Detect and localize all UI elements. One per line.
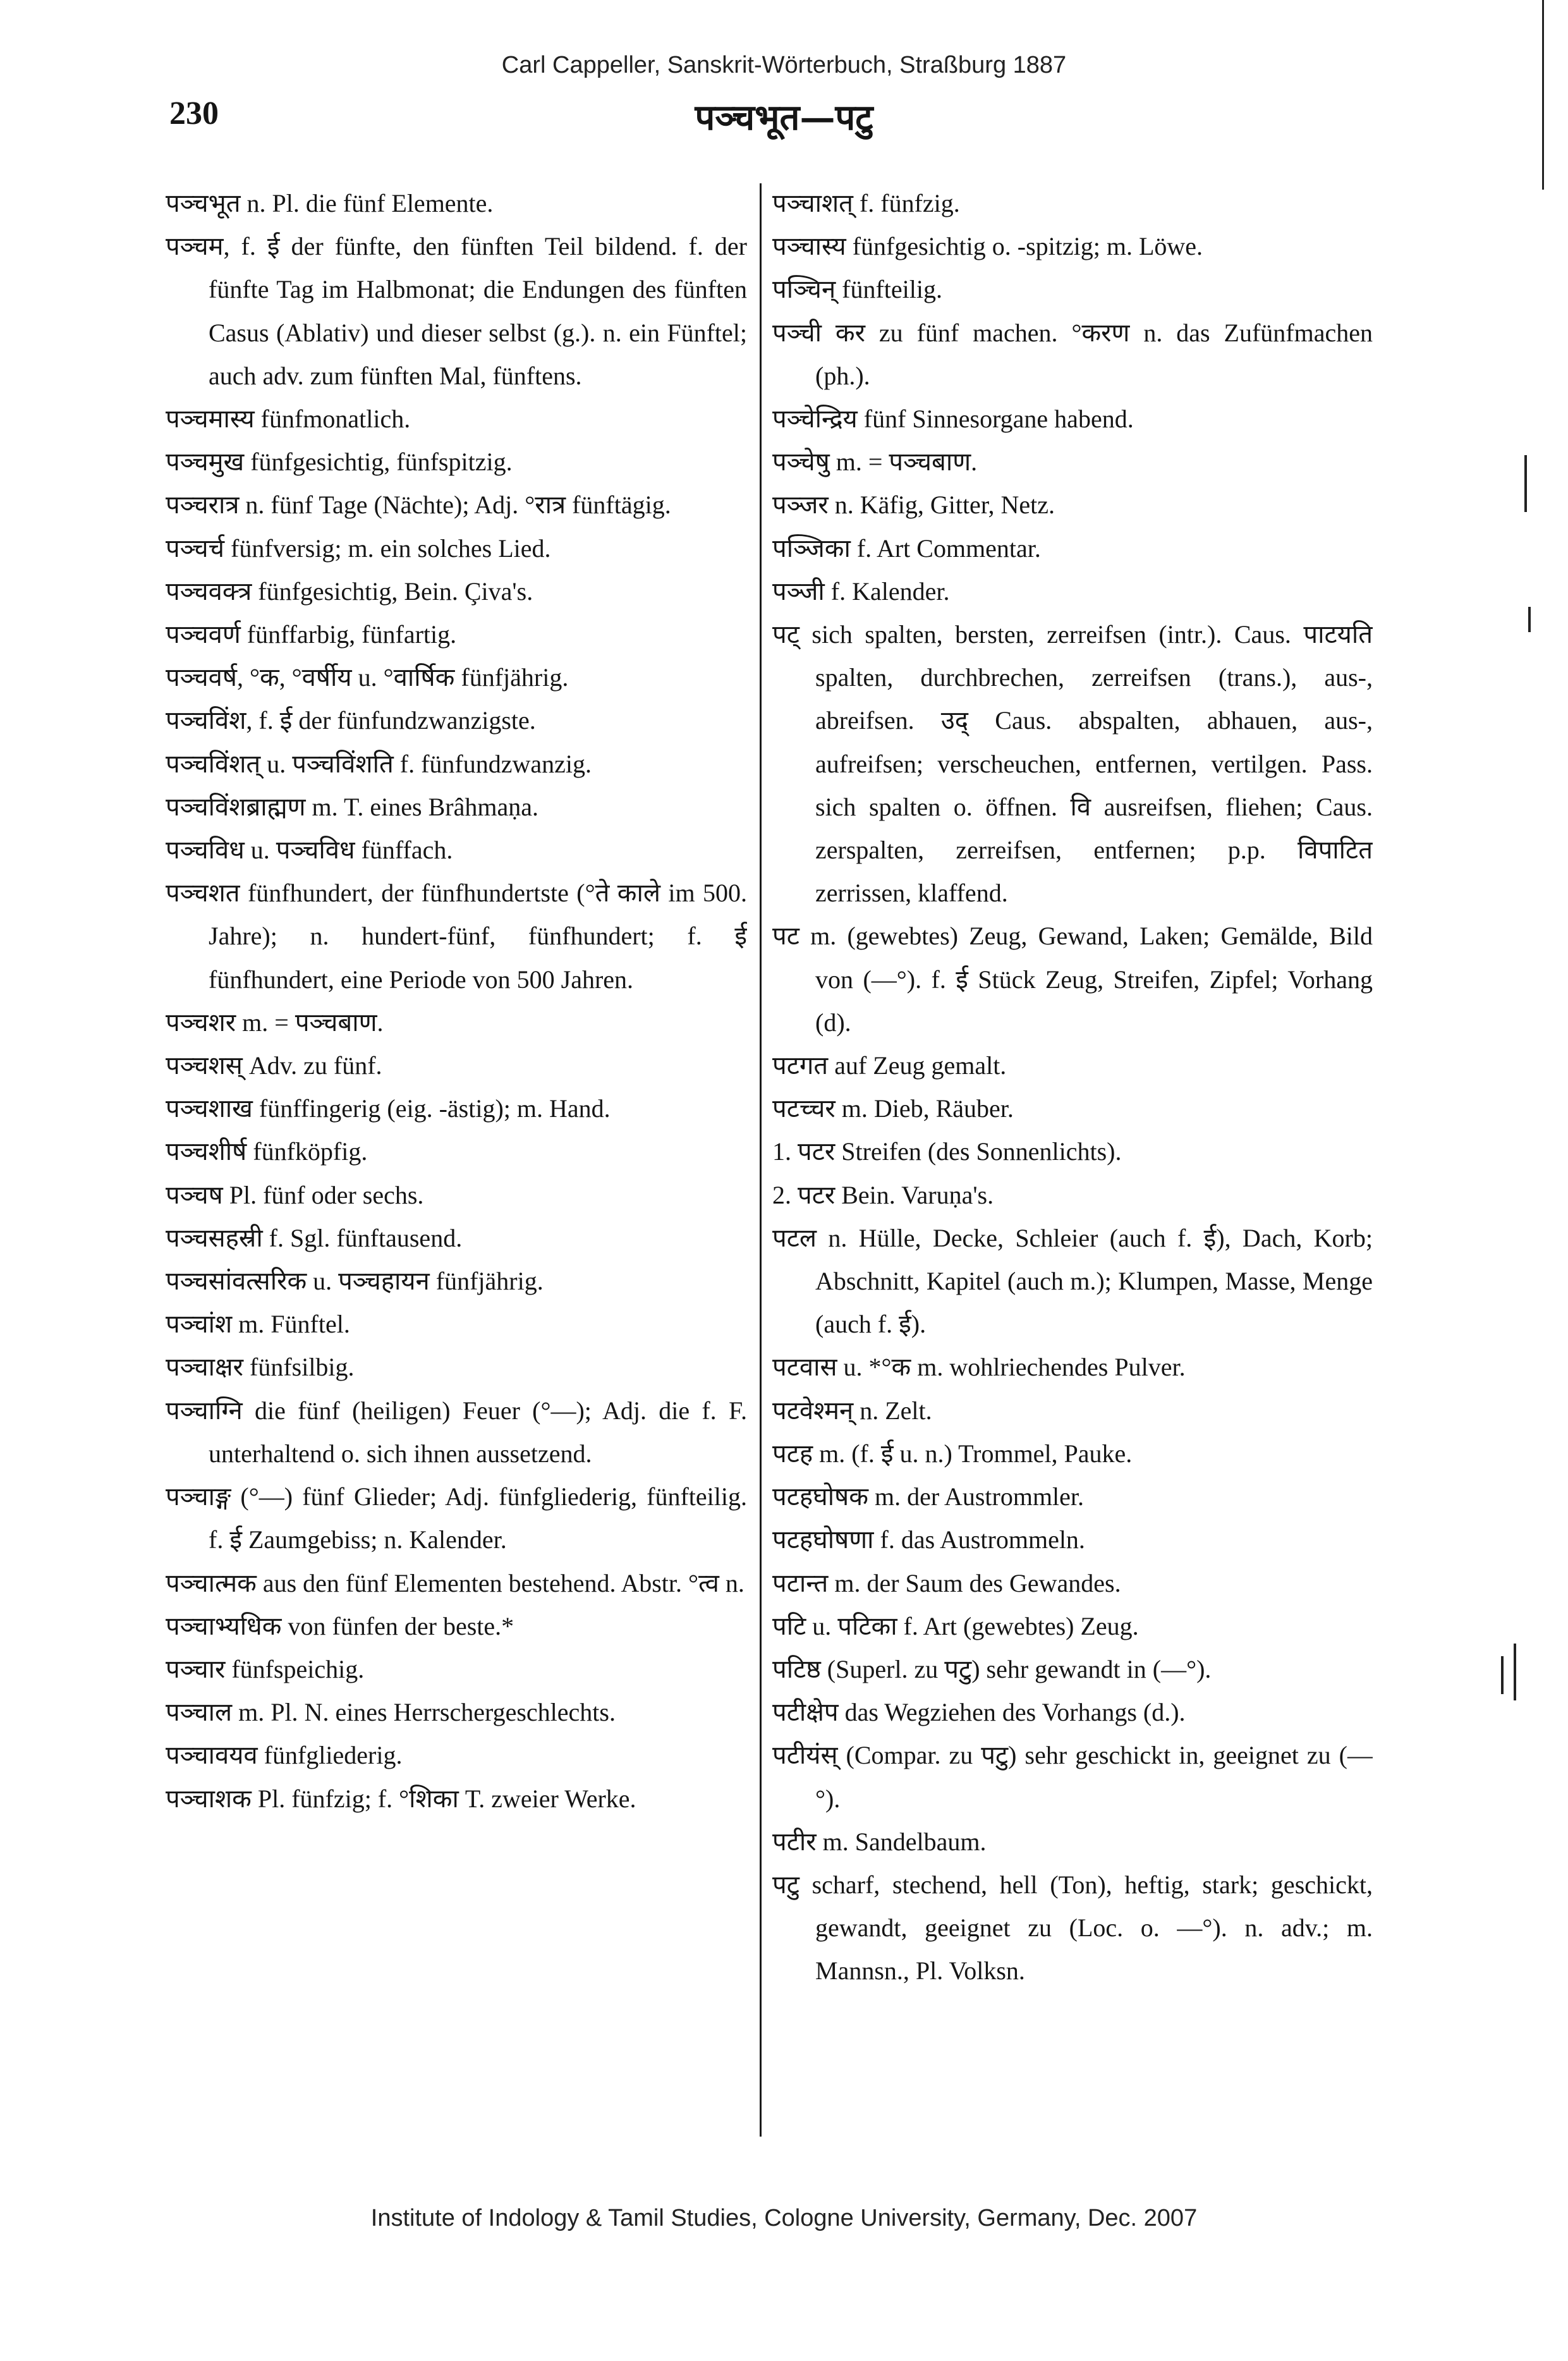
dictionary-entry: पट् sich spalten, bersten, zerreifsen (intr.). Caus. पाटयति spalten, durchbrechen, zerreifsen (trans.), aus-, abreifsen. उद् Caus. abspalten, abhauen, aus-, aufreifsen; verscheuchen, entfernen, vertilgen. Pass. sich spalten o. öffnen. वि ausreifsen, fliehen; Caus. zerspalten, zerreifsen, entfernen; p.p. विपाटित zerrissen, klaffend. xyxy=(772,620,1373,908)
dictionary-entry: पटीक्षेप das Wegziehen des Vorhangs (d.). xyxy=(772,1698,1186,1727)
dictionary-entry: पञ्चवक्त्र fünfgesichtig, Bein. Çiva's. xyxy=(166,577,533,606)
dictionary-entry: पञ्चशत fünfhundert, der fünfhundertste (°ते काले im 500. Jahre); n. hundert-fünf, fünfhundert; f. ई fünfhundert, eine Periode von 500 Jahren. xyxy=(166,879,747,994)
dictionary-entry: पञ्चष Pl. fünf oder sechs. xyxy=(166,1180,424,1209)
dictionary-entry: पञ्चार fünfspeichig. xyxy=(166,1654,365,1683)
dictionary-entry: 2. पटर Bein. Varuṇa's. xyxy=(772,1180,994,1209)
dictionary-entry: पञ्चाशक Pl. fünfzig; f. °शिका T. zweier Werke. xyxy=(166,1784,636,1813)
running-head: पञ्चभूत—पटु xyxy=(695,97,873,138)
dictionary-entry: पञ्चाक्षर fünfsilbig. xyxy=(166,1353,355,1382)
dictionary-entry: पञ्चसांवत्सरिक u. पञ्चहायन fünfjährig. xyxy=(166,1267,544,1296)
dictionary-entry: पञ्चशर m. = पञ्चबाण. xyxy=(166,1008,384,1037)
dictionary-entry: पटवास u. *°क m. wohlriechendes Pulver. xyxy=(772,1353,1186,1382)
left-column xyxy=(166,182,747,2135)
dictionary-entry: पञ्चभूत n. Pl. die fünf Elemente. xyxy=(166,189,494,217)
dictionary-entry: पटीयंस् (Compar. zu पटु) sehr geschickt in, geeignet zu (—°). xyxy=(772,1741,1373,1813)
dictionary-entry: पञ्चविंशत् u. पञ्चविंशति f. fünfundzwanzig. xyxy=(166,749,592,778)
dictionary-entry: पञ्चसहस्री f. Sgl. fünftausend. xyxy=(166,1223,463,1252)
dictionary-entry: पञ्ची कर zu fünf machen. °करण n. das Zufünfmachen (ph.). xyxy=(772,318,1373,390)
dictionary-entry: पटवेश्मन् n. Zelt. xyxy=(772,1396,932,1425)
dictionary-entry: पञ्चवर्ण fünffarbig, fünfartig. xyxy=(166,620,457,649)
dictionary-entry: पञ्चशाख fünffingerig (eig. -ästig); m. Hand. xyxy=(166,1094,611,1123)
scan-edge-mark xyxy=(1501,1656,1504,1694)
page-number: 230 xyxy=(169,95,219,131)
dictionary-entry: पटि u. पटिका f. Art (gewebtes) Zeug. xyxy=(772,1611,1139,1640)
scan-edge-line xyxy=(1542,0,1544,190)
source-attribution: Carl Cappeller, Sanskrit-Wörterbuch, Straßburg 1887 xyxy=(501,52,1067,78)
dictionary-entry: पटान्त m. der Saum des Gewandes. xyxy=(772,1568,1121,1597)
dictionary-entry: पञ्चात्मक aus den fünf Elementen bestehend. Abstr. °त्व n. xyxy=(166,1568,744,1597)
dictionary-entry: पञ्चेन्द्रिय fünf Sinnesorgane habend. xyxy=(772,405,1134,434)
dictionary-entry: पटीर m. Sandelbaum. xyxy=(772,1827,987,1856)
dictionary-entry: पञ्चाल m. Pl. N. eines Herrschergeschlechts. xyxy=(166,1698,616,1727)
dictionary-entry: पञ्चाभ्यधिक von fünfen der beste.* xyxy=(166,1611,514,1640)
dictionary-entry: पञ्जिका f. Art Commentar. xyxy=(772,534,1041,563)
dictionary-entry: पञ्चर्च fünfversig; m. ein solches Lied. xyxy=(166,534,551,563)
dictionary-entry: पञ्चाग्नि die fünf (heiligen) Feuer (°—); Adj. die f. F. unterhaltend o. sich ihnen aussetzend. xyxy=(166,1396,747,1468)
dictionary-entry: पञ्चाशत् f. fünfzig. xyxy=(772,189,960,217)
dictionary-entry: पञ्जी f. Kalender. xyxy=(772,577,950,606)
scan-edge-mark xyxy=(1528,607,1531,632)
dictionary-entry: पटच्चर m. Dieb, Räuber. xyxy=(772,1094,1014,1123)
dictionary-entry: पञ्चविंश, f. ई der fünfundzwanzigste. xyxy=(166,706,536,735)
dictionary-entry: पञ्चशस् Adv. zu fünf. xyxy=(166,1051,382,1080)
dictionary-entry: पञ्चमुख fünfgesichtig, fünfspitzig. xyxy=(166,448,513,477)
dictionary-entry: पञ्जर n. Käfig, Gitter, Netz. xyxy=(772,491,1055,520)
dictionary-entry: पञ्चेषु m. = पञ्चबाण. xyxy=(772,448,978,477)
footer-attribution: Institute of Indology & Tamil Studies, Cologne University, Germany, Dec. 2007 xyxy=(370,2205,1198,2231)
dictionary-entry: पटगत auf Zeug gemalt. xyxy=(772,1051,1007,1080)
column-divider xyxy=(760,183,762,2137)
dictionary-entry: पञ्चिन् fünfteilig. xyxy=(772,275,943,304)
dictionary-entry: पटहघोषक m. der Austrommler. xyxy=(772,1482,1085,1511)
right-column xyxy=(772,182,1373,2135)
dictionary-entry: पञ्चविंशब्राह्मण m. T. eines Brâhmaṇa. xyxy=(166,792,538,821)
scan-edge-mark xyxy=(1524,455,1527,512)
dictionary-entry: पटिष्ठ (Superl. zu पटु) sehr gewandt in (—°). xyxy=(772,1654,1212,1683)
dictionary-entry: 1. पटर Streifen (des Sonnenlichts). xyxy=(772,1137,1122,1166)
dictionary-entry: पञ्चवर्ष, °क, °वर्षीय u. °वार्षिक fünfjährig. xyxy=(166,663,569,692)
dictionary-entry: पटह m. (f. ई u. n.) Trommel, Pauke. xyxy=(772,1439,1133,1468)
dictionary-entry: पट m. (gewebtes) Zeug, Gewand, Laken; Gemälde, Bild von (—°). f. ई Stück Zeug, Streifen, Zipfel; Vorhang (d). xyxy=(772,922,1373,1037)
dictionary-entry: पञ्चरात्र n. fünf Tage (Nächte); Adj. °रात्र fünftägig. xyxy=(166,491,671,520)
dictionary-entry: पञ्चास्य fünfgesichtig o. -spitzig; m. Löwe. xyxy=(772,232,1203,261)
dictionary-entry: पटल n. Hülle, Decke, Schleier (auch f. ई), Dach, Korb; Abschnitt, Kapitel (auch m.); Klumpen, Masse, Menge (auch f. ई). xyxy=(772,1223,1373,1339)
dictionary-entry: पञ्चमास्य fünfmonatlich. xyxy=(166,405,411,434)
dictionary-entry: पञ्चांश m. Fünftel. xyxy=(166,1310,350,1339)
dictionary-entry: पञ्चाङ्ग (°—) fünf Glieder; Adj. fünfgliederig, fünfteilig. f. ई Zaumgebiss; n. Kalender. xyxy=(166,1482,747,1554)
dictionary-entry: पञ्चम, f. ई der fünfte, den fünften Teil bildend. f. der fünfte Tag im Halbmonat; die Endungen des fünften Casus (Ablativ) und dieser selbst (g.). n. ein Fünftel; auch adv. zum fünften Mal, fünftens. xyxy=(166,232,747,390)
dictionary-entry: पञ्चावयव fünfgliederig. xyxy=(166,1741,403,1770)
dictionary-entry: पटु scharf, stechend, hell (Ton), heftig, stark; geschickt, gewandt, geeignet zu (Loc. o. —°). n. adv.; m. Mannsn., Pl. Volksn. xyxy=(772,1870,1373,1986)
scan-edge-mark xyxy=(1514,1644,1516,1700)
dictionary-entry: पञ्चविध u. पञ्चविध fünffach. xyxy=(166,836,453,865)
dictionary-entry: पञ्चशीर्ष fünfköpfig. xyxy=(166,1137,368,1166)
dictionary-entry: पटहघोषणा f. das Austrommeln. xyxy=(772,1525,1085,1554)
